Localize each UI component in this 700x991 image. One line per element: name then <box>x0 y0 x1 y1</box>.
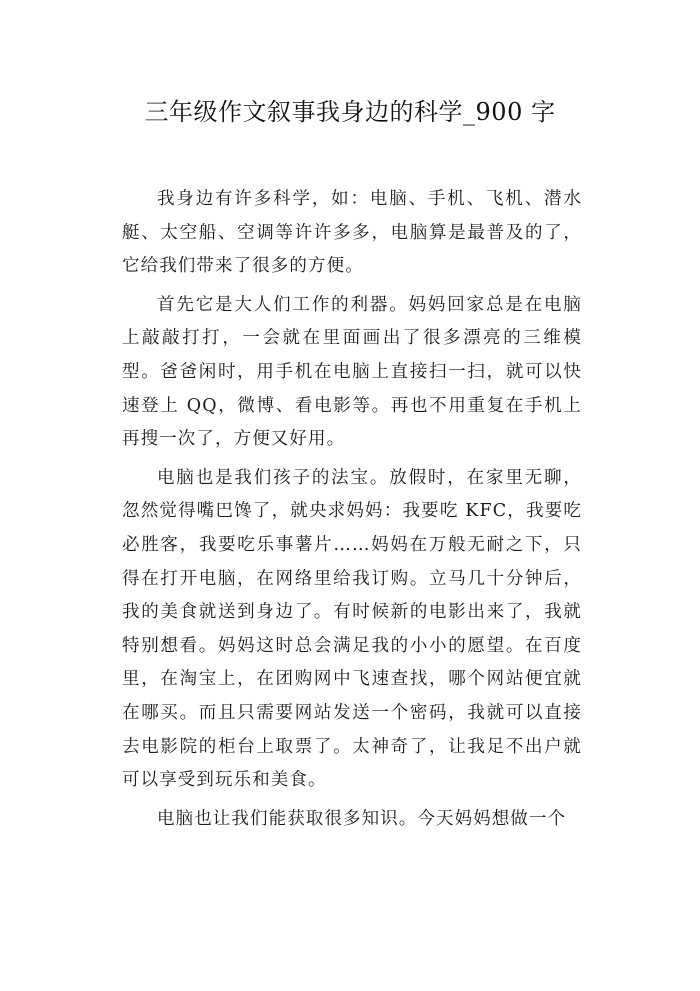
paragraph-4: 电脑也让我们能获取很多知识。今天妈妈想做一个 <box>157 808 567 829</box>
paragraph-2: 首先它是大人们工作的利器。妈妈回家总是在电脑上敲敲打打，一会就在里面画出了很多漂亮的三维模型。爸爸闲时，用手机在电脑上直接扫一扫，就可以快速登上 QQ，微博、看电影等。再也不用重复在手机上再搜一次了，方便又好用。 <box>122 294 582 450</box>
paragraph-3: 电脑也是我们孩子的法宝。放假时，在家里无聊，忽然觉得嘴巴馋了，就央求妈妈：我要吃 KFC，我要吃必胜客，我要吃乐事薯片……妈妈在万般无耐之下，只得在打开电脑，在网络里给我订购。立马几十分钟后，我的美食就送到身边了。有时候新的电影出来了，我就特别想看。妈妈这时总会满足我的小小的愿望。在百度里，在淘宝上，在团购网中飞速查找，哪个网站便宜就在哪买。而且只需要网站发送一个密码，我就可以直接去电影院的柜台上取票了。太神奇了，让我足不出户就可以享受到玩乐和美食。 <box>122 467 582 791</box>
document-title: 三年级作文叙事我身边的科学_900 字 <box>144 98 556 126</box>
paragraph-1: 我身边有许多科学，如：电脑、手机、飞机、潜水艇、太空船、空调等许许多多，电脑算是最普及的了，它给我们带来了很多的方便。 <box>122 189 582 277</box>
document-body <box>122 183 582 841</box>
